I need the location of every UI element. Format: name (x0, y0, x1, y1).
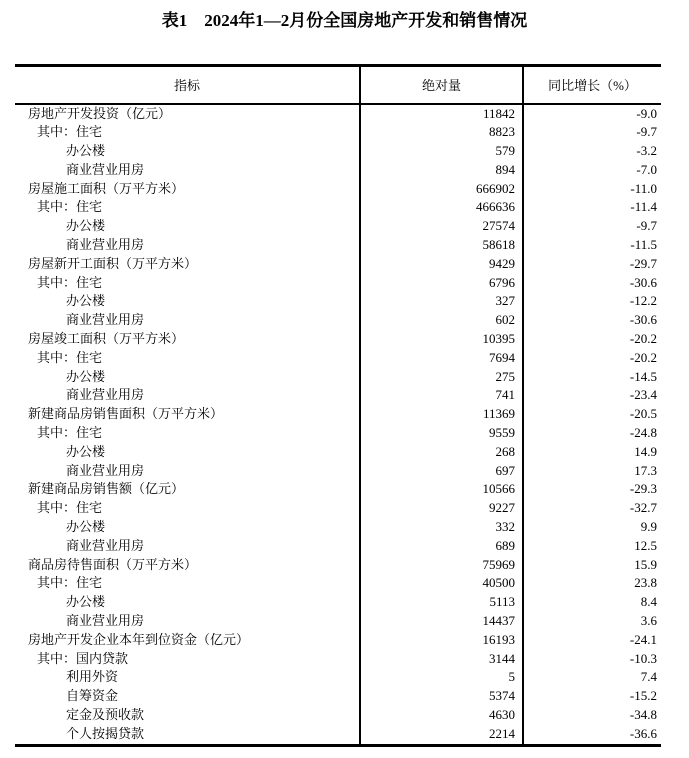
growth-cell: -15.2 (523, 687, 661, 706)
absolute-value-cell: 7694 (360, 349, 523, 368)
absolute-value-cell: 3144 (360, 650, 523, 669)
indicator-cell: 其中：国内贷款 (37, 650, 129, 666)
absolute-value-cell: 894 (360, 161, 523, 180)
indicator-cell: 房地产开发投资（亿元） (28, 105, 172, 121)
absolute-value-cell: 75969 (360, 556, 523, 575)
absolute-value-cell: 11842 (360, 104, 523, 124)
absolute-value-cell: 466636 (360, 198, 523, 217)
indicator-cell: 其中：住宅 (37, 500, 103, 516)
absolute-value-cell: 275 (360, 368, 523, 387)
growth-cell: 3.6 (523, 612, 661, 631)
table-row (15, 198, 661, 217)
table-row (15, 631, 661, 650)
table-row (15, 556, 661, 575)
indicator-cell: 商业营业用房 (66, 312, 145, 328)
table-row (15, 593, 661, 612)
growth-cell: -7.0 (523, 161, 661, 180)
table-row (15, 462, 661, 481)
absolute-value-cell: 327 (360, 292, 523, 311)
absolute-value-cell: 8823 (360, 123, 523, 142)
growth-cell: -11.5 (523, 236, 661, 255)
growth-cell: 9.9 (523, 518, 661, 537)
indicator-cell: 办公楼 (66, 519, 106, 535)
growth-cell: 15.9 (523, 556, 661, 575)
indicator-cell: 其中：住宅 (37, 124, 103, 140)
growth-cell: -11.0 (523, 180, 661, 199)
absolute-value-cell: 697 (360, 462, 523, 481)
growth-cell: -30.6 (523, 274, 661, 293)
indicator-cell: 商业营业用房 (66, 613, 145, 629)
indicator-cell: 商业营业用房 (66, 387, 145, 403)
absolute-value-cell: 10566 (360, 480, 523, 499)
col-header-indicator: 指标 (15, 66, 360, 104)
growth-cell: -23.4 (523, 386, 661, 405)
table-row (15, 518, 661, 537)
table-row (15, 180, 661, 199)
table-body (15, 104, 661, 746)
growth-cell: -12.2 (523, 292, 661, 311)
table-row (15, 255, 661, 274)
indicator-cell: 新建商品房销售额（亿元） (28, 481, 185, 497)
absolute-value-cell: 2214 (360, 725, 523, 745)
table-row (15, 330, 661, 349)
growth-cell: -9.7 (523, 123, 661, 142)
growth-cell: -20.2 (523, 330, 661, 349)
indicator-cell: 利用外资 (66, 669, 119, 685)
indicator-cell: 商品房待售面积（万平方米） (28, 556, 198, 572)
table-row (15, 725, 661, 745)
table-row (15, 349, 661, 368)
col-header-yoy-growth: 同比增长（%） (523, 66, 661, 104)
indicator-cell: 其中：住宅 (37, 425, 103, 441)
absolute-value-cell: 579 (360, 142, 523, 161)
growth-cell: -30.6 (523, 311, 661, 330)
absolute-value-cell: 268 (360, 443, 523, 462)
absolute-value-cell: 666902 (360, 180, 523, 199)
table-row (15, 574, 661, 593)
absolute-value-cell: 10395 (360, 330, 523, 349)
stats-table (15, 64, 661, 747)
table-row (15, 236, 661, 255)
table-row (15, 292, 661, 311)
indicator-cell: 其中：住宅 (37, 199, 103, 215)
growth-cell: -24.1 (523, 631, 661, 650)
table-title: 表1 2024年1—2月份全国房地产开发和销售情况 (161, 11, 528, 30)
indicator-cell: 房地产开发企业本年到位资金（亿元） (28, 631, 250, 647)
absolute-value-cell: 58618 (360, 236, 523, 255)
table-row (15, 424, 661, 443)
growth-cell: -10.3 (523, 650, 661, 669)
growth-cell: 8.4 (523, 593, 661, 612)
growth-cell: -20.5 (523, 405, 661, 424)
absolute-value-cell: 4630 (360, 706, 523, 725)
indicator-cell: 办公楼 (66, 293, 106, 309)
absolute-value-cell: 16193 (360, 631, 523, 650)
growth-cell: 14.9 (523, 443, 661, 462)
indicator-cell: 其中：住宅 (37, 575, 103, 591)
absolute-value-cell: 27574 (360, 217, 523, 236)
indicator-cell: 新建商品房销售面积（万平方米） (28, 406, 224, 422)
indicator-cell: 房屋竣工面积（万平方米） (28, 331, 185, 347)
growth-cell: -29.3 (523, 480, 661, 499)
absolute-value-cell: 5113 (360, 593, 523, 612)
growth-cell: 23.8 (523, 574, 661, 593)
table-row (15, 217, 661, 236)
table-row (15, 405, 661, 424)
table-row (15, 123, 661, 142)
growth-cell: -32.7 (523, 499, 661, 518)
header-row (15, 66, 661, 104)
table-row (15, 161, 661, 180)
absolute-value-cell: 741 (360, 386, 523, 405)
indicator-cell: 办公楼 (66, 368, 106, 384)
growth-cell: 17.3 (523, 462, 661, 481)
growth-cell: -36.6 (523, 725, 661, 745)
indicator-cell: 定金及预收款 (66, 707, 145, 722)
table-row (15, 142, 661, 161)
table-row (15, 499, 661, 518)
table-row (15, 687, 661, 706)
absolute-value-cell: 5 (360, 668, 523, 687)
absolute-value-cell: 14437 (360, 612, 523, 631)
table-row (15, 706, 661, 725)
growth-cell: -34.8 (523, 706, 661, 725)
absolute-value-cell: 9559 (360, 424, 523, 443)
table-row (15, 274, 661, 293)
growth-cell: -20.2 (523, 349, 661, 368)
absolute-value-cell: 602 (360, 311, 523, 330)
table-row (15, 537, 661, 556)
indicator-cell: 商业营业用房 (66, 462, 145, 478)
growth-cell: -24.8 (523, 424, 661, 443)
absolute-value-cell: 40500 (360, 574, 523, 593)
growth-cell: -3.2 (523, 142, 661, 161)
indicator-cell: 办公楼 (66, 594, 106, 610)
indicator-cell: 房屋新开工面积（万平方米） (28, 255, 198, 271)
growth-cell: -9.0 (523, 104, 661, 124)
table-row (15, 443, 661, 462)
growth-cell: -9.7 (523, 217, 661, 236)
growth-cell: -14.5 (523, 368, 661, 387)
table-row (15, 612, 661, 631)
absolute-value-cell: 11369 (360, 405, 523, 424)
indicator-cell: 其中：住宅 (37, 349, 103, 365)
growth-cell: -11.4 (523, 198, 661, 217)
absolute-value-cell: 6796 (360, 274, 523, 293)
indicator-cell: 商业营业用房 (66, 537, 145, 553)
indicator-cell: 其中：住宅 (37, 274, 103, 290)
absolute-value-cell: 9227 (360, 499, 523, 518)
table-row (15, 480, 661, 499)
col-header-absolute-value: 绝对量 (360, 66, 523, 104)
table-row (15, 368, 661, 387)
growth-cell: 7.4 (523, 668, 661, 687)
indicator-cell: 商业营业用房 (66, 161, 145, 177)
growth-cell: -29.7 (523, 255, 661, 274)
absolute-value-cell: 5374 (360, 687, 523, 706)
table-row (15, 386, 661, 405)
indicator-cell: 办公楼 (66, 218, 106, 234)
indicator-cell: 办公楼 (66, 143, 106, 159)
indicator-cell: 房屋施工面积（万平方米） (28, 180, 185, 196)
indicator-cell: 个人按揭贷款 (66, 725, 145, 741)
table-row (15, 650, 661, 669)
growth-cell: 12.5 (523, 537, 661, 556)
absolute-value-cell: 9429 (360, 255, 523, 274)
table-row (15, 311, 661, 330)
table-row (15, 668, 661, 687)
indicator-cell: 办公楼 (66, 443, 106, 459)
absolute-value-cell: 689 (360, 537, 523, 556)
indicator-cell: 商业营业用房 (66, 237, 145, 253)
indicator-cell: 自筹资金 (66, 688, 119, 704)
absolute-value-cell: 332 (360, 518, 523, 537)
table-row (15, 104, 661, 124)
